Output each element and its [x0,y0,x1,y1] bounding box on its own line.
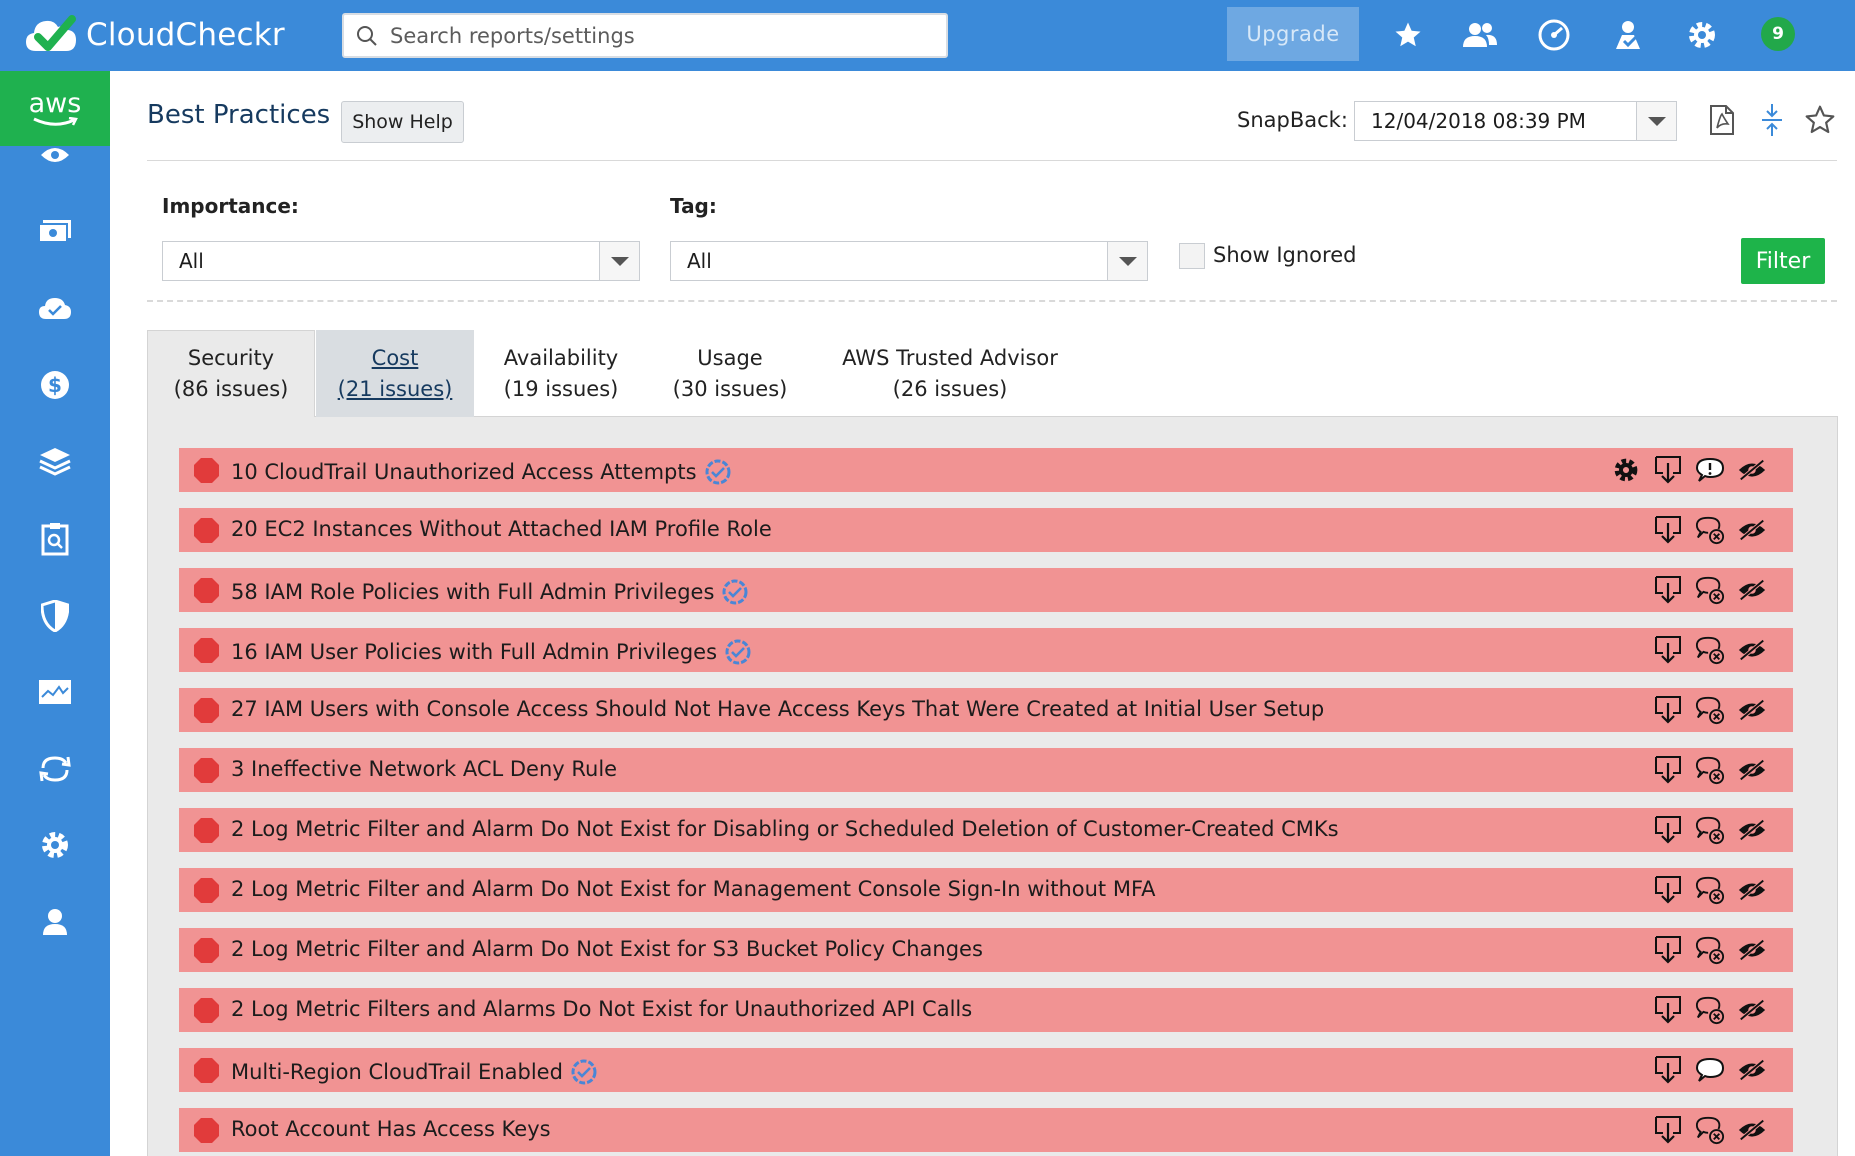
svg-text:$: $ [48,373,62,397]
shield-icon[interactable] [31,594,79,638]
eye-icon[interactable] [31,133,79,177]
row-actions [1653,995,1767,1025]
issue-row[interactable] [179,748,1793,792]
comment-icon[interactable] [1695,1055,1725,1085]
tab-count: (19 issues) [503,376,619,401]
tab-label: Cost [371,345,419,370]
issue-label[interactable] [231,997,972,1021]
download-icon[interactable] [1653,815,1683,845]
stop-icon [193,1057,220,1084]
user-icon[interactable] [31,900,79,944]
hide-icon[interactable] [1737,935,1767,965]
comment-x-icon[interactable] [1695,815,1725,845]
issue-text: 10 CloudTrail Unauthorized Access Attempts [231,460,697,484]
hide-icon[interactable] [1737,815,1767,845]
comment-x-icon[interactable] [1695,935,1725,965]
hide-icon[interactable] [1737,875,1767,905]
collapse-icon[interactable] [1754,102,1790,138]
issue-row[interactable] [179,508,1793,552]
stop-icon [193,577,220,604]
hide-icon[interactable] [1737,995,1767,1025]
hide-icon[interactable] [1737,455,1767,485]
stop-icon [193,1117,220,1144]
download-icon[interactable] [1653,635,1683,665]
stop-icon [193,937,220,964]
issue-label[interactable] [231,877,1155,901]
gear-icon[interactable] [31,823,79,867]
comment-x-icon[interactable] [1695,635,1725,665]
issue-row[interactable] [179,928,1793,972]
top-bar [0,0,1855,71]
chevron-down-icon[interactable] [1636,102,1676,140]
tag-value: All [687,249,712,273]
users-icon[interactable] [1461,16,1499,54]
stop-icon [193,517,220,544]
tab-label: AWS Trusted Advisor [842,345,1058,370]
stop-icon [193,817,220,844]
search-box[interactable] [342,13,948,58]
snapback-label: SnapBack: [1237,108,1348,132]
issue-label[interactable] [231,1117,551,1141]
show-ignored-label[interactable]: Show Ignored [1213,243,1357,267]
cis-benchmark-icon [723,637,753,667]
issue-text: 58 IAM Role Policies with Full Admin Privileges [231,580,715,604]
tab-label: Availability [503,345,619,370]
issue-row[interactable] [179,688,1793,732]
tab-count: (30 issues) [672,376,788,401]
issue-label[interactable] [231,457,733,487]
issue-label[interactable] [231,817,1339,841]
chevron-down-icon[interactable] [1107,242,1147,280]
issue-text: 2 Log Metric Filter and Alarm Do Not Exist for Management Console Sign-In without MFA [231,877,1156,901]
tag-label: Tag: [670,194,717,218]
tab-label: Security [187,346,275,370]
snapback-value: 12/04/2018 08:39 PM [1371,109,1586,133]
hide-icon[interactable] [1737,1055,1767,1085]
comment-x-icon[interactable] [1695,1115,1725,1145]
issue-row[interactable] [179,808,1793,852]
stop-icon [193,757,220,784]
issue-row[interactable] [179,568,1793,612]
row-actions [1653,635,1767,665]
sync-icon[interactable] [31,747,79,791]
issue-label[interactable] [231,637,753,667]
search-icon [344,25,390,47]
comment-x-icon[interactable] [1695,575,1725,605]
comment-x-icon[interactable] [1695,875,1725,905]
importance-value: All [179,249,204,273]
issue-text: 2 Log Metric Filter and Alarm Do Not Exist for S3 Bucket Policy Changes [231,937,983,961]
logo[interactable] [24,10,285,60]
hide-icon[interactable] [1737,515,1767,545]
comment-x-icon[interactable] [1695,755,1725,785]
show-help-button[interactable]: Show Help [341,101,464,143]
issue-label[interactable] [231,517,772,541]
user-check-icon[interactable] [1609,16,1647,54]
row-actions [1611,455,1767,485]
issue-row[interactable] [179,1108,1793,1152]
issue-text: 27 IAM Users with Console Access Should Not Have Access Keys That Were Created at Initial User Setup [231,697,1325,721]
tag-select[interactable] [670,241,1148,281]
tab-label: Usage [697,345,763,370]
tab-count: (26 issues) [892,376,1008,401]
row-actions [1653,935,1767,965]
issue-row[interactable] [179,868,1793,912]
download-icon[interactable] [1653,1055,1683,1085]
issue-label[interactable] [231,577,750,607]
tab-cost[interactable] [316,330,474,417]
download-icon[interactable] [1653,935,1683,965]
cis-benchmark-icon [569,1057,599,1087]
chevron-down-icon[interactable] [599,242,639,280]
stop-icon [193,457,220,484]
issue-row[interactable] [179,988,1793,1032]
issue-text: Multi-Region CloudTrail Enabled [231,1060,563,1084]
tab-usage[interactable] [660,330,800,417]
comment-x-icon[interactable] [1695,995,1725,1025]
issue-text: 16 IAM User Policies with Full Admin Privileges [231,640,718,664]
cloud-check-icon[interactable] [31,286,79,330]
upgrade-button[interactable]: Upgrade [1227,7,1359,61]
favorite-star-icon[interactable] [1802,102,1838,138]
search-input[interactable] [390,24,930,48]
filter-button[interactable]: Filter [1741,238,1825,284]
importance-label: Importance: [162,194,299,218]
comment-x-icon[interactable] [1695,695,1725,725]
tab-count: (86 issues) [173,377,289,401]
tab-availability[interactable] [486,330,636,417]
row-actions [1653,1055,1767,1085]
tab-aws-trusted-advisor[interactable] [830,330,1070,417]
issue-text: 20 EC2 Instances Without Attached IAM Profile Role [231,517,772,541]
download-icon[interactable] [1653,755,1683,785]
show-ignored-checkbox[interactable] [1179,243,1205,269]
download-icon[interactable] [1653,1115,1683,1145]
clipboard-search-icon[interactable] [31,517,79,561]
issue-text: Root Account Has Access Keys [231,1117,551,1141]
cis-benchmark-icon [703,457,733,487]
issue-label[interactable] [231,757,617,781]
dollar-icon[interactable] [31,363,79,407]
stop-icon [193,997,220,1024]
issue-label[interactable] [231,697,1324,721]
stop-icon [193,877,220,904]
hide-icon[interactable] [1737,635,1767,665]
tab-count: (21 issues) [337,376,453,401]
snapback-select[interactable] [1354,101,1677,141]
layers-icon[interactable] [31,439,79,483]
download-icon[interactable] [1653,995,1683,1025]
cloudcheckr-logo-icon [24,13,80,57]
row-actions [1653,755,1767,785]
issue-label[interactable] [231,937,983,961]
aws-label: aws [28,88,82,119]
row-actions [1653,1115,1767,1145]
download-icon[interactable] [1653,575,1683,605]
download-icon[interactable] [1653,695,1683,725]
star-icon[interactable] [1389,16,1427,54]
pdf-export-icon[interactable] [1704,102,1740,138]
app-name: CloudCheckr [86,17,285,53]
chart-icon[interactable] [31,670,79,714]
importance-select[interactable] [162,241,640,281]
issue-row[interactable] [179,628,1793,672]
issue-label[interactable] [231,1057,599,1087]
cis-benchmark-icon [720,577,750,607]
hide-icon[interactable] [1737,1115,1767,1145]
stop-icon [193,697,220,724]
filter-divider [147,300,1837,302]
speedometer-icon[interactable] [1535,16,1573,54]
download-icon[interactable] [1653,515,1683,545]
row-actions [1653,875,1767,905]
aws-smile-icon [32,117,78,127]
issue-text: 3 Ineffective Network ACL Deny Rule [231,757,618,781]
download-icon[interactable] [1653,455,1683,485]
issue-row[interactable] [179,1048,1793,1092]
tab-security[interactable] [147,330,315,417]
hide-icon[interactable] [1737,755,1767,785]
download-icon[interactable] [1653,875,1683,905]
issue-row[interactable] [179,448,1793,492]
row-actions [1653,575,1767,605]
gear-icon[interactable] [1683,16,1721,54]
inventory-icon[interactable] [31,209,79,253]
page-title: Best Practices [147,100,331,130]
gear-icon[interactable] [1611,455,1641,485]
sidebar [0,71,110,1156]
stop-icon [193,637,220,664]
notification-badge[interactable]: 9 [1761,17,1795,51]
issue-text: 2 Log Metric Filters and Alarms Do Not Exist for Unauthorized API Calls [231,997,973,1021]
row-actions [1653,815,1767,845]
issue-text: 2 Log Metric Filter and Alarm Do Not Exist for Disabling or Scheduled Deletion of Customer-Created CMKs [231,817,1339,841]
row-actions [1653,695,1767,725]
hide-icon[interactable] [1737,575,1767,605]
header-divider [147,160,1837,161]
comment-x-icon[interactable] [1695,515,1725,545]
comment-alert-icon[interactable] [1695,455,1725,485]
hide-icon[interactable] [1737,695,1767,725]
row-actions [1653,515,1767,545]
